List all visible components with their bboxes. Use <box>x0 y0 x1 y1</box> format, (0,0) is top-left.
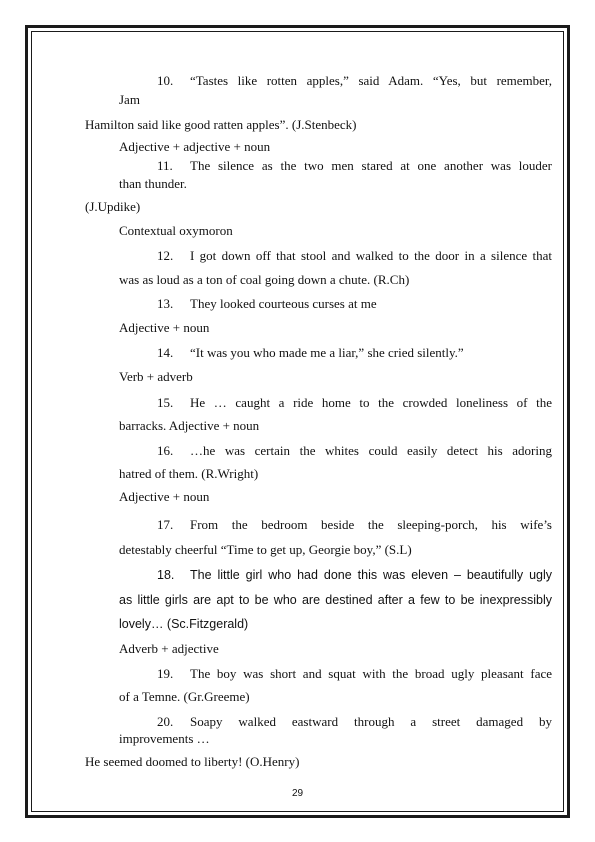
category-label: Adjective + noun <box>119 489 210 504</box>
example-number: 18. <box>157 568 175 582</box>
example-text: improvements … <box>119 731 210 746</box>
category-label: Adverb + adjective <box>119 641 219 656</box>
example-number: 17. <box>157 517 174 532</box>
example-text: lovely… (Sc.Fitzgerald) <box>119 617 249 631</box>
example-text: was as loud as a ton of coal going down a chute. (R.Ch) <box>119 272 410 287</box>
example-number: 16. <box>157 443 174 458</box>
example-text: The boy was short and squat with the broad ugly pleasant face <box>190 666 552 681</box>
example-number: 11. <box>157 158 173 173</box>
example-number: 13. <box>157 296 174 311</box>
example-number: 15. <box>157 395 174 410</box>
example-text: They looked courteous curses at me <box>190 296 377 311</box>
example-text: Hamilton said like good ratten apples”. (J.Stenbeck) <box>85 117 357 132</box>
example-text: of a Temne. (Gr.Greeme) <box>119 689 250 704</box>
page-number: 29 <box>291 788 304 799</box>
category-label: Verb + adverb <box>119 369 193 384</box>
category-label: Adjective + adjective + noun <box>119 139 271 154</box>
example-text: barracks. Adjective + noun <box>119 418 260 433</box>
example-text: From the bedroom beside the sleeping-porch, his wife’s <box>190 517 552 532</box>
category-label: Adjective + noun <box>119 320 210 335</box>
example-text: He … caught a ride home to the crowded loneliness of the <box>190 395 552 410</box>
example-text: He seemed doomed to liberty! (O.Henry) <box>85 754 300 769</box>
example-number: 10. <box>157 73 174 88</box>
example-text: Jam <box>119 92 140 107</box>
category-label: Contextual oxymoron <box>119 223 233 238</box>
example-text: than thunder. <box>119 176 187 191</box>
example-number: 19. <box>157 666 174 681</box>
example-number: 12. <box>157 248 174 263</box>
example-text: The little girl who had done this was eleven – beautifully ugly <box>190 568 552 582</box>
example-text: …he was certain the whites could easily detect his adoring <box>190 443 552 458</box>
example-text: detestably cheerful “Time to get up, Georgie boy,” (S.L) <box>119 542 412 557</box>
example-text: Soapy walked eastward through a street damaged by <box>190 714 552 729</box>
example-text: I got down off that stool and walked to the door in a silence that <box>190 248 552 263</box>
example-text: as little girls are apt to be who are destined after a few to be inexpressibly <box>119 593 552 607</box>
example-text: The silence as the two men stared at one another was louder <box>190 158 552 173</box>
example-text: “It was you who made me a liar,” she cried silently.” <box>190 345 464 360</box>
example-text: “Tastes like rotten apples,” said Adam. “Yes, but remember, <box>190 73 552 88</box>
example-number: 20. <box>157 714 174 729</box>
example-text: (J.Updike) <box>85 199 141 214</box>
example-text: hatred of them. (R.Wright) <box>119 466 259 481</box>
example-number: 14. <box>157 345 174 360</box>
